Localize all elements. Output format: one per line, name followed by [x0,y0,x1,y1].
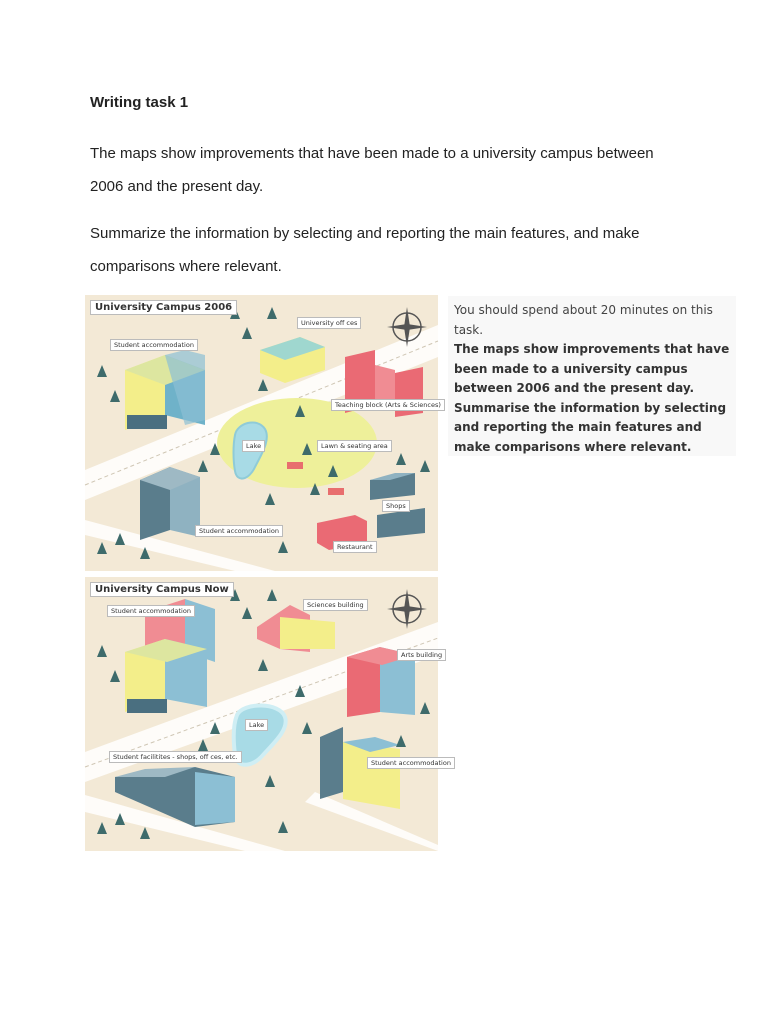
map-now-title: University Campus Now [90,582,234,597]
label-teaching-block: Teaching block (Arts & Sciences) [331,399,445,411]
page-heading: Writing task 1 [90,94,189,111]
label-student-accommodation-2006-bottom: Student accommodation [195,525,283,537]
label-shops: Shops [382,500,410,512]
map-2006-title: University Campus 2006 [90,300,237,315]
task-paragraph-1: The maps show improvements that have been made to a university campus between 2006 and the present day. [90,145,654,195]
label-lake-now: Lake [245,719,268,731]
label-lawn: Lawn & seating area [317,440,392,452]
label-restaurant: Restaurant [333,541,377,553]
compass-icon-now [387,589,427,629]
map-2006-image [85,295,441,571]
task-paragraph-2: Summarize the information by selecting and reporting the main features, and make comparisons where relevant. [90,225,640,275]
label-student-accommodation-now-top: Student accommodation [107,605,195,617]
label-student-accommodation-2006-top: Student accommodation [110,339,198,351]
time-note: You should spend about 20 minutes on this task. [454,303,713,337]
label-sciences-building: Sciences building [303,599,368,611]
task-instruction: Summarise the information by selecting and reporting the main features and make comparisons where relevant. [454,400,727,454]
label-arts-building: Arts building [397,649,446,661]
label-student-accommodation-now-right: Student accommodation [367,757,455,769]
instructions-box [448,296,736,456]
label-university-offices: University off ces [297,317,361,329]
label-student-facilities: Student facilitites - shops, off ces, etc. [109,751,242,763]
map-now-image [85,577,451,851]
map-now-drawing [85,577,438,851]
label-lake-2006: Lake [242,440,265,452]
task-description: The maps show improvements that have been made to a university campus between 2006 and the present day. [454,342,730,395]
